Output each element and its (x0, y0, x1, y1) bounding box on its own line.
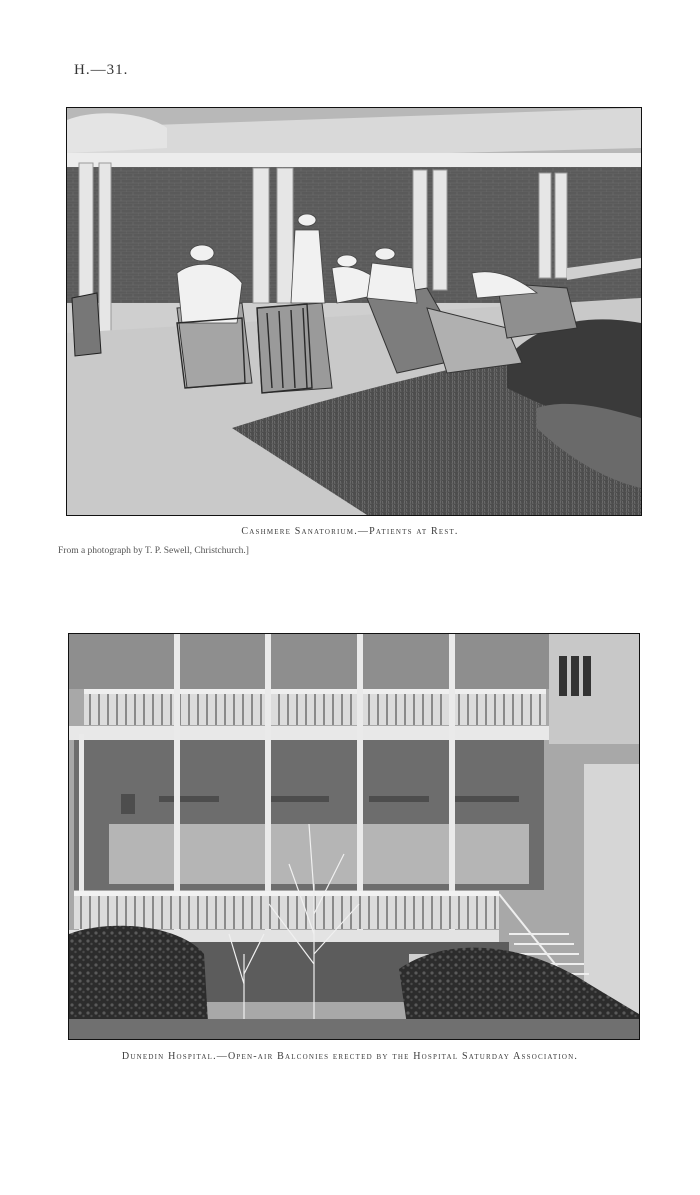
plate-caption: Cashmere Sanatorium.—Patients at Rest. (241, 526, 459, 537)
page-identifier: H.—31. (74, 62, 129, 78)
sanatorium-photograph (66, 107, 642, 516)
photo-credit: From a photograph by T. P. Sewell, Christchurch.] (58, 546, 249, 556)
hospital-balconies-photograph (68, 633, 640, 1040)
plate-caption: Dunedin Hospital.—Open-air Balconies erected by the Hospital Saturday Association. (121, 1051, 579, 1062)
